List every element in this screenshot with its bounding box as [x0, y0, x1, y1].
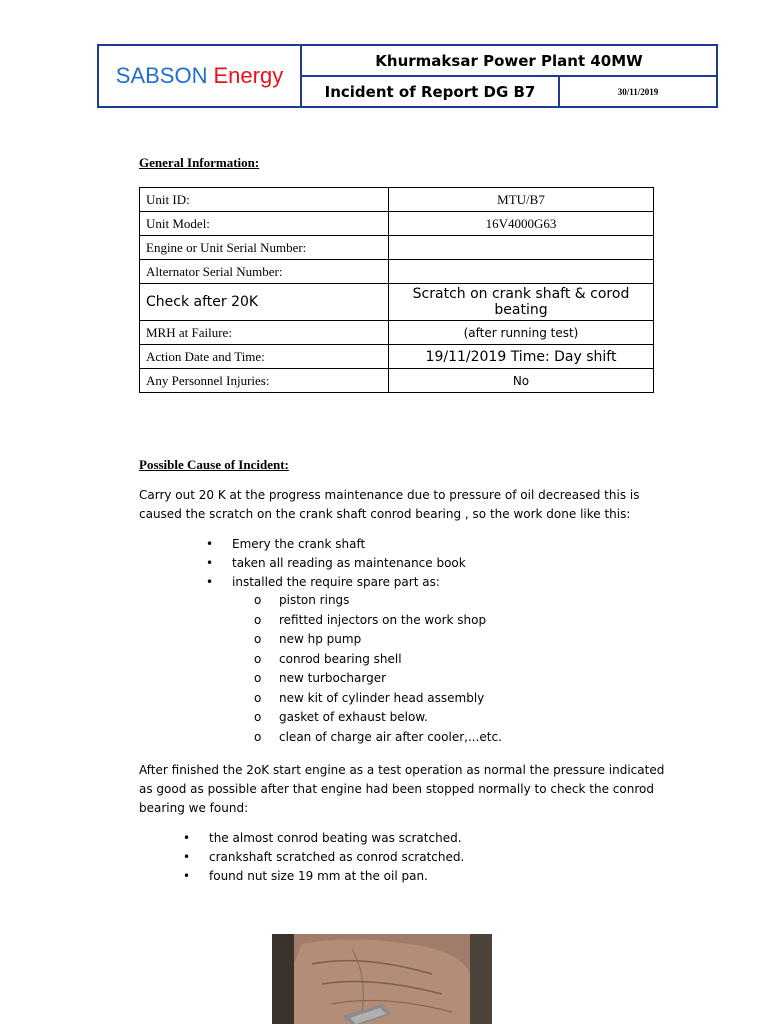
- list-item-text: new hp pump: [279, 632, 362, 646]
- table-row: [140, 236, 654, 260]
- table-row: [140, 260, 654, 284]
- list-item-text: taken all reading as maintenance book: [232, 556, 466, 570]
- row-value: (after running test): [389, 321, 654, 345]
- list-item-text: Emery the crank shaft: [232, 537, 366, 551]
- list-item: [254, 630, 502, 650]
- bullet-icon: •: [206, 575, 214, 589]
- row-value: [389, 236, 654, 260]
- circle-bullet-icon: o: [254, 710, 262, 724]
- findings-list: [183, 829, 464, 886]
- possible-cause-heading: Possible Cause of Incident:: [139, 457, 289, 472]
- table-row: [140, 188, 654, 212]
- table-row: [140, 321, 654, 345]
- bullet-icon: •: [183, 831, 191, 845]
- bullet-icon: •: [206, 556, 214, 570]
- row-value: [389, 260, 654, 284]
- bullet-icon: •: [183, 850, 191, 864]
- spare-parts-list: [254, 591, 502, 747]
- header-details: [302, 46, 716, 106]
- general-info-table: [139, 187, 654, 393]
- list-item: [254, 650, 502, 670]
- list-item-text: the almost conrod beating was scratched.: [209, 831, 462, 845]
- hand-with-nut-image: [272, 934, 492, 1024]
- row-label: Action Date and Time:: [140, 345, 389, 369]
- circle-bullet-icon: o: [254, 632, 262, 646]
- list-item: [254, 611, 502, 631]
- circle-bullet-icon: o: [254, 729, 262, 744]
- company-logo: [99, 46, 302, 106]
- bullet-icon: •: [206, 537, 214, 551]
- circle-bullet-icon: o: [254, 690, 262, 705]
- circle-bullet-icon: o: [254, 612, 262, 627]
- bullet-icon: •: [183, 869, 191, 883]
- list-item-text: clean of charge air after cooler,...etc.: [279, 729, 502, 744]
- list-item-text: found nut size 19 mm at the oil pan.: [209, 869, 428, 883]
- row-label: Any Personnel Injuries:: [140, 369, 389, 393]
- general-info-heading: General Information:: [139, 155, 260, 170]
- list-item: [183, 848, 464, 867]
- incident-photo: [272, 934, 492, 1024]
- report-date: 30/11/2019: [617, 86, 659, 97]
- work-steps-list: [206, 535, 466, 592]
- row-value: Scratch on crank shaft & corod beating: [389, 284, 654, 321]
- report-title: Incident of Report DG B7: [302, 77, 560, 106]
- list-item-text: gasket of exhaust below.: [279, 710, 428, 724]
- list-item: [254, 708, 502, 728]
- row-label: Unit Model:: [140, 212, 389, 236]
- after-test-paragraph: After finished the 2oK start engine as a test operation as normal the pressure indicated as good as possible after that engine had been stopped normally to check the conrod bearing we found:: [139, 763, 665, 815]
- list-item-text: piston rings: [279, 593, 350, 607]
- circle-bullet-icon: o: [254, 593, 262, 607]
- row-label: Alternator Serial Number:: [140, 260, 389, 284]
- row-value: No: [389, 369, 654, 393]
- logo-text-sabson: SABSON: [115, 63, 208, 88]
- table-row: [140, 284, 654, 321]
- list-item: [254, 689, 502, 709]
- row-value: 19/11/2019 Time: Day shift: [389, 345, 654, 369]
- list-item: [183, 867, 464, 886]
- circle-bullet-icon: o: [254, 671, 262, 685]
- report-header: [97, 44, 718, 108]
- list-item-text: new kit of cylinder head assembly: [279, 690, 485, 705]
- list-item: [254, 591, 502, 611]
- plant-name: Khurmaksar Power Plant 40MW: [302, 46, 716, 77]
- circle-bullet-icon: o: [254, 651, 262, 666]
- list-item: [206, 535, 466, 554]
- list-item-text: installed the require spare part as:: [232, 575, 440, 589]
- table-row: [140, 369, 654, 393]
- table-row: [140, 212, 654, 236]
- list-item-text: conrod bearing shell: [279, 651, 402, 666]
- row-label: Unit ID:: [140, 188, 389, 212]
- list-item: [206, 554, 466, 573]
- row-label: Engine or Unit Serial Number:: [140, 236, 389, 260]
- row-value: MTU/B7: [389, 188, 654, 212]
- list-item: [183, 829, 464, 848]
- list-item: [206, 573, 466, 592]
- logo-text-energy: Energy: [213, 63, 284, 88]
- cause-intro-paragraph: Carry out 20 K at the progress maintenance due to pressure of oil decreased this is caused the scratch on the crank shaft conrod bearing , so the work done like this:: [139, 488, 640, 521]
- list-item: [254, 669, 502, 689]
- row-label: Check after 20K: [140, 284, 389, 321]
- list-item-text: new turbocharger: [279, 671, 387, 685]
- list-item-text: crankshaft scratched as conrod scratched.: [209, 850, 465, 864]
- table-row: [140, 345, 654, 369]
- row-value: 16V4000G63: [389, 212, 654, 236]
- list-item: [254, 728, 502, 748]
- row-label: MRH at Failure:: [140, 321, 389, 345]
- list-item-text: refitted injectors on the work shop: [279, 612, 487, 627]
- header-title-row: [302, 77, 716, 106]
